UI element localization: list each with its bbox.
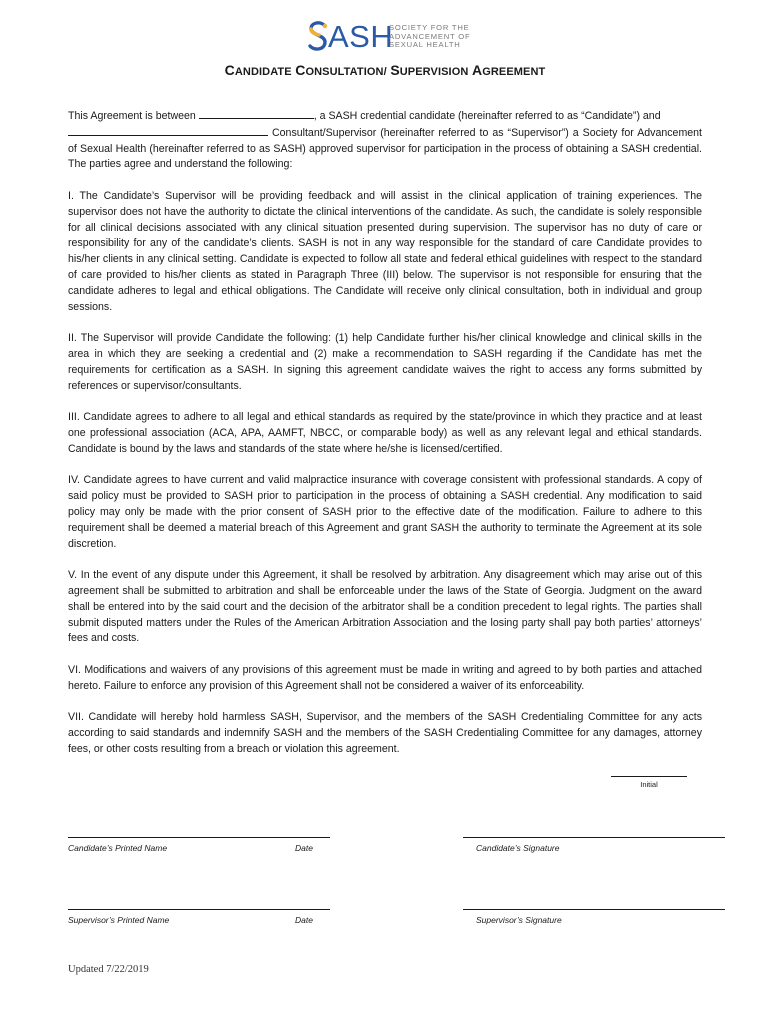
sash-s-mark-icon	[306, 20, 330, 54]
initial-label: Initial	[640, 780, 658, 789]
section-paragraph-3: III. Candidate agrees to adhere to all legal and ethical standards as required by the state/province in which they practice and at least one professional association (ACA, APA, AAMFT, NBCC, or comparable body) as well as any relevant legal and ethical standards. Candidate is bound by the laws and standards of the state where he/she is licensed/certified.	[68, 411, 702, 455]
section-paragraph-4: IV. Candidate agrees to have current and valid malpractice insurance with coverage consistent with professional standards. A copy of said policy must be provided to SASH prior to participation in the process of obtaining a SASH credential. Any modification to said policy may only be made with the prior consent of SASH prior to the effective date of the modification. Failure to adhere to this requirement shall be deemed a material breach of this Agreement and grant SASH the authority to terminate the Agreement at its sole discretion.	[68, 474, 702, 550]
initial-line	[611, 776, 687, 777]
tagline-line: SEXUAL HEALTH	[389, 40, 461, 50]
section-paragraph-5: V. In the event of any dispute under this Agreement, it shall be resolved by arbitration. Any disagreement which may arise out of this agreement shall be submitted to arbitration and shall be enforceable under the laws of the State of Georgia. Judgment on the award shall be entered into by the said court and the decision of the arbitrator shall be a condition precedent to legal rights. The parties shall submit disputed matters under the Rules of the American Arbitration Association and the losing party shall pay both parties’ attorneys’ fees and costs.	[68, 569, 702, 645]
updated-date: Updated 7/22/2019	[68, 964, 149, 975]
tagline-line: SOCIETY FOR THE	[389, 23, 470, 32]
sash-tagline	[389, 24, 470, 50]
candidate-name-blank[interactable]	[199, 108, 314, 119]
document-title: CANDIDATE CONSULTATION/ SUPERVISION AGREEMENT	[224, 62, 546, 78]
candidate-signature-label: Candidate’s Signature	[476, 843, 560, 853]
section-paragraph-6: VI. Modifications and waivers of any provisions of this agreement must be made in writing and agreed to by both parties and attached hereto. Failure to enforce any provision of this Agreement shall not be considered a waiver of its enforceability.	[68, 663, 702, 692]
agreement-body	[68, 108, 702, 773]
tagline-line: ADVANCEMENT OF	[389, 31, 471, 41]
supervisor-name-line[interactable]	[68, 909, 330, 910]
supervisor-name-blank[interactable]	[68, 125, 268, 136]
supervisor-signature-label: Supervisor’s Signature	[476, 915, 562, 925]
section-paragraph-2: II. The Supervisor will provide Candidate the following: (1) help Candidate further his/her clinical knowledge and clinical skills in the area in which they are seeking a credential and (2) make a recommendation to SASH regarding if the Candidate has met the requirements for certification as a SASH. In signing this agreement candidate waives the right to access any forms submitted by references or supervisor/consultants.	[68, 332, 702, 392]
candidate-name-line[interactable]	[68, 837, 330, 838]
initial-field[interactable]	[610, 776, 688, 789]
candidate-date-label: Date	[295, 843, 313, 853]
supervisor-signature-line[interactable]	[463, 909, 725, 910]
supervisor-date-label: Date	[295, 915, 313, 925]
candidate-signature-line[interactable]	[463, 837, 725, 838]
candidate-printed-name-label: Candidate’s Printed Name	[68, 843, 168, 853]
sash-wordmark: ASH	[328, 19, 394, 54]
section-paragraph-7: VII. Candidate will hereby hold harmless SASH, Supervisor, and the members of the SASH Credentialing Committee for any acts according to said standards and indemnify SASH and the members of the SASH Credentialing Committee for any damages, attorney fees, or other costs resulting from a breach or violation this agreement.	[68, 711, 702, 755]
section-paragraph-1: I. The Candidate’s Supervisor will be providing feedback and will assist in the clinical application of training experiences. The supervisor does not have the authority to dictate the clinical interventions of the candidate. As such, the candidate is solely responsible for all clinical decisions associated with any clinical situation presented during supervision. The supervisor has no duty of care or responsibility for any of the candidate’s clients. SASH is not in any way responsible for the standard of care Candidate provides to his/her clients in any clinical setting. Candidate is expected to follow all state and federal ethical guidelines with respect to the standard of care provided to his/her clients as stated in Paragraph Three (III) below. The supervisor is not responsible for ensuring that the candidate adheres to legal and ethical obligations. The Candidate will receive only clinical consultation, both in individual and group sessions.	[68, 189, 702, 313]
intro-paragraph: This Agreement is between , a SASH credential candidate (hereinafter referred to as “Candidate”) and Consultant/Supervisor (hereinafter referred to as “Supervisor”) a Society for Advancement of Sexual Health (hereinafter referred to as SASH) approved supervisor for participation in the process of obtaining a SASH credential. The parties agree and understand the following:	[68, 110, 702, 171]
supervisor-printed-name-label: Supervisor’s Printed Name	[68, 915, 170, 925]
